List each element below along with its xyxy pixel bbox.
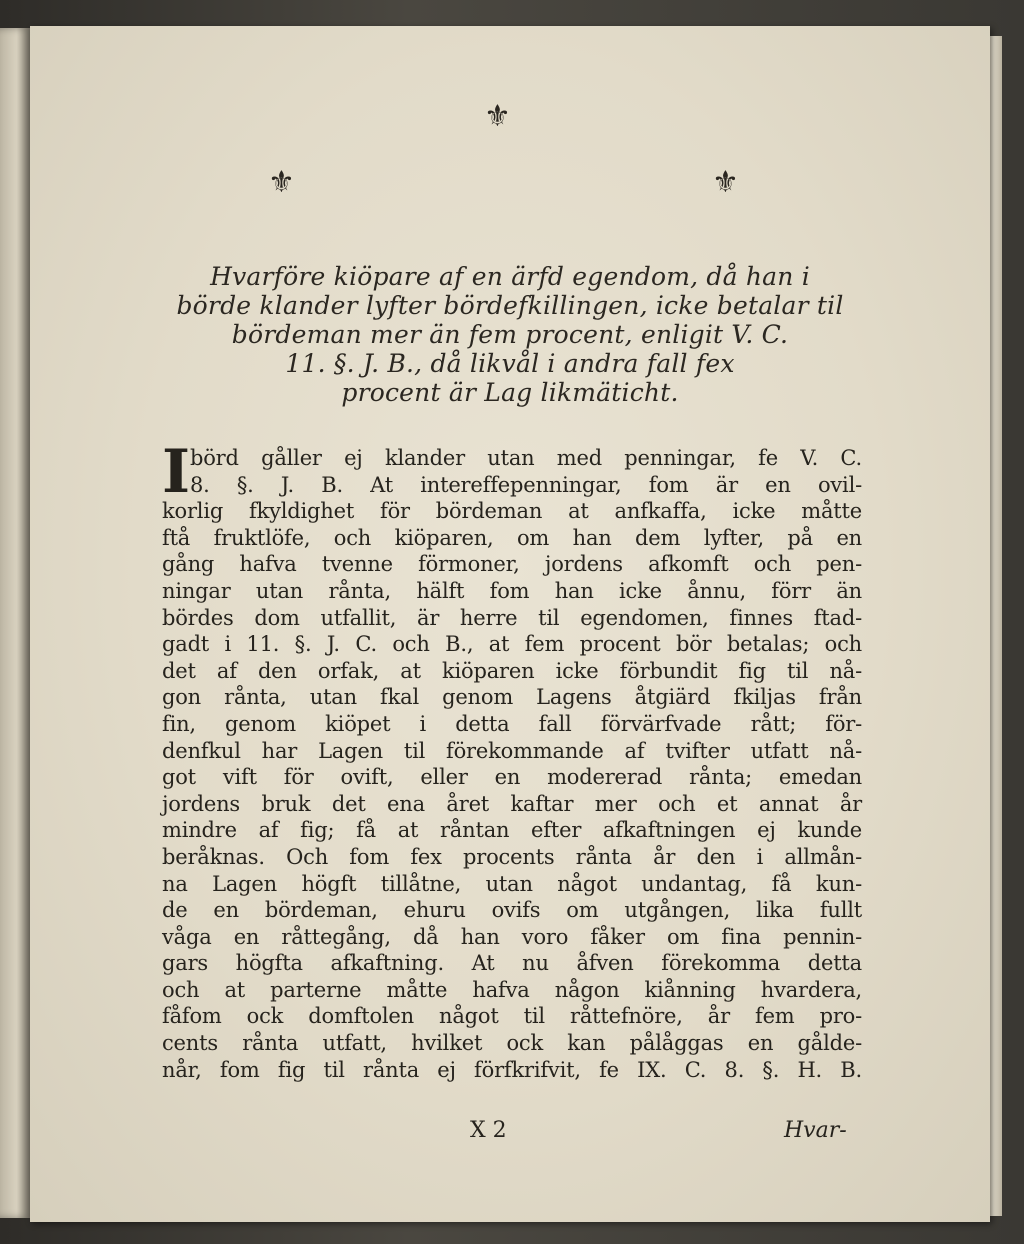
body-line: denfkul har Lagen til förekommande af tvifter utfatt nå- [162, 738, 862, 763]
body-line: och at parterne måtte hafva någon kiånning hvardera, [162, 977, 862, 1002]
drop-cap: I [162, 437, 191, 507]
body-line: na Lagen högft tillåtne, utan något undantag, få kun- [162, 871, 862, 896]
body-line: når, fom fig til rånta ej förfkrifvit, fe IX. C. 8. §. H. B. [162, 1057, 862, 1082]
body-line: ftå fruktlöfe, och kiöparen, om han dem lyfter, på en [162, 525, 862, 550]
body-line: fin, genom kiöpet i detta fall förvärfvade rått; för- [162, 711, 862, 736]
body-line: det af den orfak, at kiöparen icke förbundit fig til nå- [162, 658, 862, 683]
body-line: gadt i 11. §. J. C. och B., at fem procent bör betalas; och [162, 632, 862, 657]
body-line: got vift för ovift, eller en modererad rånta; emedan [162, 765, 862, 790]
page-right-edge [988, 36, 1002, 1216]
body-line: cents rånta utfatt, hvilket ock kan pålåggas en gålde- [162, 1031, 862, 1056]
fleuron-ornament-icon: ⚜ [268, 165, 295, 200]
body-line: fåfom ock domftolen något til råttefnöre, år fem pro- [162, 1004, 862, 1029]
body-line: 8. §. J. B. At intereffepenningar, fom är en ovil- [190, 472, 862, 497]
left-page-edge [0, 28, 30, 1218]
body-line: mindre af fig; få at råntan efter afkaftningen ej kunde [162, 818, 862, 843]
heading-line: Hvarföre kiöpare af en ärfd egendom, då han i [210, 262, 810, 291]
body-line: jordens bruk det ena året kaftar mer och et annat år [162, 791, 862, 816]
body-line: gon rånta, utan fkal genom Lagens åtgiärd fkiljas från [162, 685, 862, 710]
signature-mark: X 2 [470, 1118, 507, 1143]
body-line: gång hafva tvenne förmoner, jordens afkomft och pen- [162, 552, 862, 577]
body-line: korlig fkyldighet för bördeman at anfkaffa, icke måtte [162, 499, 862, 524]
heading-line: börde klander lyfter bördefkillingen, icke betalar til [176, 291, 844, 320]
body-line: ningar utan rånta, hälft fom han icke ånnu, förr än [162, 578, 862, 603]
heading-line: bördeman mer än fem procent, enligit V. C. [231, 320, 789, 349]
heading-line: 11. §. J. B., då likvål i andra fall fex [285, 349, 735, 378]
catchword: Hvar- [784, 1118, 847, 1143]
body-line: beråknas. Och fom fex procents rånta år den i allmån- [162, 844, 862, 869]
fleuron-ornament-icon: ⚜ [712, 165, 739, 200]
body-paragraph [162, 437, 862, 1083]
heading-line: procent är Lag likmäticht. [341, 378, 679, 407]
body-line: våga en råttegång, då han voro fåker om fina pennin- [162, 924, 862, 949]
body-line: börd gåller ej klander utan med penningar, fe V. C. [190, 446, 862, 470]
fleuron-ornament-icon: ⚜ [484, 99, 511, 134]
body-line: de en bördeman, ehuru ovifs om utgången, lika fullt [162, 898, 862, 923]
body-line: bördes dom utfallit, är herre til egendomen, finnes ftad- [162, 605, 862, 630]
section-heading [150, 262, 870, 407]
body-line: gars högfta afkaftning. At nu åfven förekomma detta [162, 951, 862, 976]
